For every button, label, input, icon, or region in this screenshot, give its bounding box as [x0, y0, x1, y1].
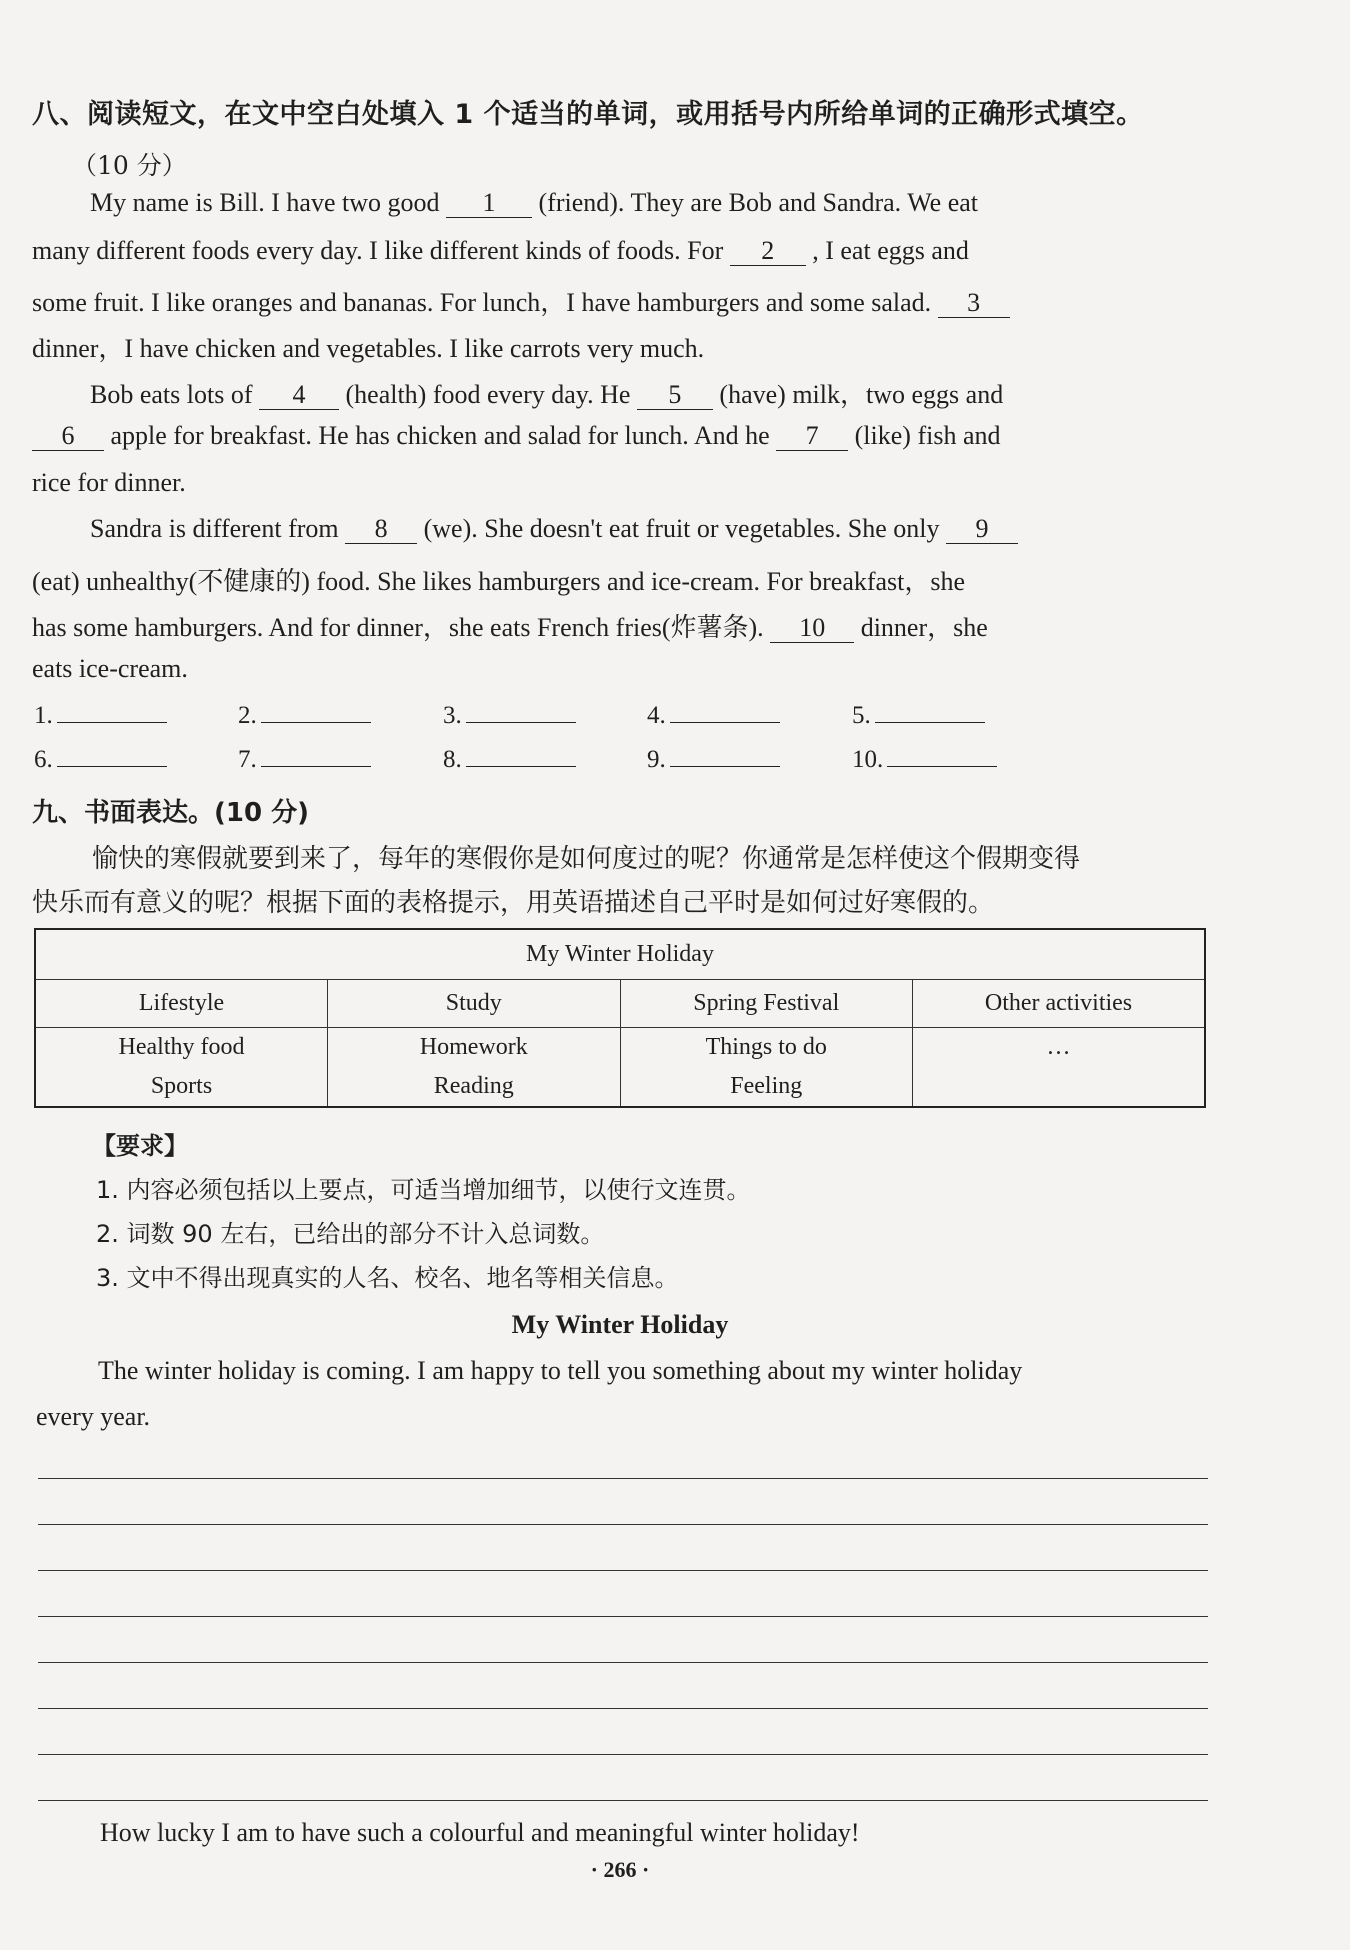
requirement-item: 2. 词数 90 左右，已给出的部分不计入总词数。	[96, 1220, 605, 1248]
writing-line[interactable]	[38, 1524, 1208, 1525]
answer-item[interactable]: 5.	[852, 700, 985, 730]
blank-9[interactable]: 9	[946, 515, 1018, 544]
passage-line: many different foods every day. I like different kinds of foods. For 2 , I eat eggs and	[32, 236, 969, 265]
blank-4[interactable]: 4	[259, 381, 339, 410]
passage-line: (eat) unhealthy(不健康的) food. She likes hamburgers and ice-cream. For breakfast，she	[32, 567, 966, 596]
hint-table	[34, 928, 1206, 1108]
essay-closing: How lucky I am to have such a colourful and meaningful winter holiday!	[100, 1818, 860, 1847]
page-number: · 266 ·	[590, 1857, 650, 1882]
blank-10[interactable]: 10	[770, 614, 854, 643]
answer-item[interactable]: 2.	[238, 700, 371, 730]
section8-score: （10 分）	[72, 151, 187, 180]
passage-line: rice for dinner.	[32, 468, 186, 497]
table-header: Study	[328, 979, 621, 1027]
prompt-line: 快乐而有意义的呢？根据下面的表格提示，用英语描述自己平时是如何过好寒假的。	[32, 888, 995, 918]
writing-line[interactable]	[38, 1616, 1208, 1617]
requirements-title: 【要求】	[92, 1132, 188, 1160]
answer-item[interactable]: 6.	[34, 744, 167, 774]
table-header: Lifestyle	[35, 979, 328, 1027]
table-cell: Feeling	[620, 1067, 913, 1107]
answer-item[interactable]: 4.	[647, 700, 780, 730]
blank-1[interactable]: 1	[446, 189, 532, 218]
writing-line[interactable]	[38, 1754, 1208, 1755]
requirement-item: 3. 文中不得出现真实的人名、校名、地名等相关信息。	[96, 1264, 679, 1292]
answer-item[interactable]: 10.	[852, 744, 997, 774]
answer-item[interactable]: 1.	[34, 700, 167, 730]
table-cell: Sports	[35, 1067, 328, 1107]
writing-line[interactable]	[38, 1478, 1208, 1479]
essay-title: My Winter Holiday	[511, 1310, 729, 1339]
prompt-line: 愉快的寒假就要到来了，每年的寒假你是如何度过的呢？你通常是怎样使这个假期变得	[92, 844, 1081, 874]
blank-2[interactable]: 2	[730, 237, 806, 266]
table-header: Spring Festival	[620, 979, 913, 1027]
writing-line[interactable]	[38, 1570, 1208, 1571]
passage-line: has some hamburgers. And for dinner，she eats French fries(炸薯条). 10 dinner，she	[32, 613, 988, 642]
blank-3[interactable]: 3	[938, 289, 1010, 318]
requirement-item: 1. 内容必须包括以上要点，可适当增加细节，以使行文连贯。	[96, 1176, 751, 1204]
blank-7[interactable]: 7	[776, 422, 848, 451]
section9-heading: 九、书面表达。(10 分)	[32, 798, 309, 828]
table-cell: …	[913, 1027, 1206, 1067]
essay-opening: every year.	[36, 1402, 151, 1431]
passage-line: My name is Bill. I have two good 1 (friend). They are Bob and Sandra. We eat	[90, 188, 979, 217]
writing-line[interactable]	[38, 1800, 1208, 1801]
passage-line: some fruit. I like oranges and bananas. For lunch，I have hamburgers and some salad. 3	[32, 282, 1010, 319]
table-cell: Homework	[328, 1027, 621, 1067]
essay-opening: The winter holiday is coming. I am happy to tell you something about my winter holiday	[98, 1356, 1023, 1385]
passage-line: eats ice-cream.	[32, 654, 188, 683]
passage-line: dinner，I have chicken and vegetables. I like carrots very much.	[32, 334, 705, 363]
passage-line: Sandra is different from 8 (we). She doesn't eat fruit or vegetables. She only 9	[90, 514, 1018, 544]
table-cell: Reading	[328, 1067, 621, 1107]
table-header: Other activities	[913, 979, 1206, 1027]
answer-item[interactable]: 8.	[443, 744, 576, 774]
writing-line[interactable]	[38, 1662, 1208, 1663]
table-cell	[913, 1067, 1206, 1107]
table-cell: Things to do	[620, 1027, 913, 1067]
blank-6[interactable]: 6	[32, 422, 104, 451]
answer-item[interactable]: 7.	[238, 744, 371, 774]
table-cell: Healthy food	[35, 1027, 328, 1067]
answer-item[interactable]: 3.	[443, 700, 576, 730]
section8-heading: 八、阅读短文，在文中空白处填入 1 个适当的单词，或用括号内所给单词的正确形式填空。	[32, 99, 1144, 130]
table-title: My Winter Holiday	[35, 929, 1205, 979]
passage-line: 6 apple for breakfast. He has chicken and salad for lunch. And he 7 (like) fish and	[32, 421, 1000, 451]
writing-line[interactable]	[38, 1708, 1208, 1709]
blank-5[interactable]: 5	[637, 381, 713, 410]
blank-8[interactable]: 8	[345, 515, 417, 544]
answer-item[interactable]: 9.	[647, 744, 780, 774]
passage-line: Bob eats lots of 4 (health) food every day. He 5 (have) milk，two eggs and	[90, 380, 1004, 409]
